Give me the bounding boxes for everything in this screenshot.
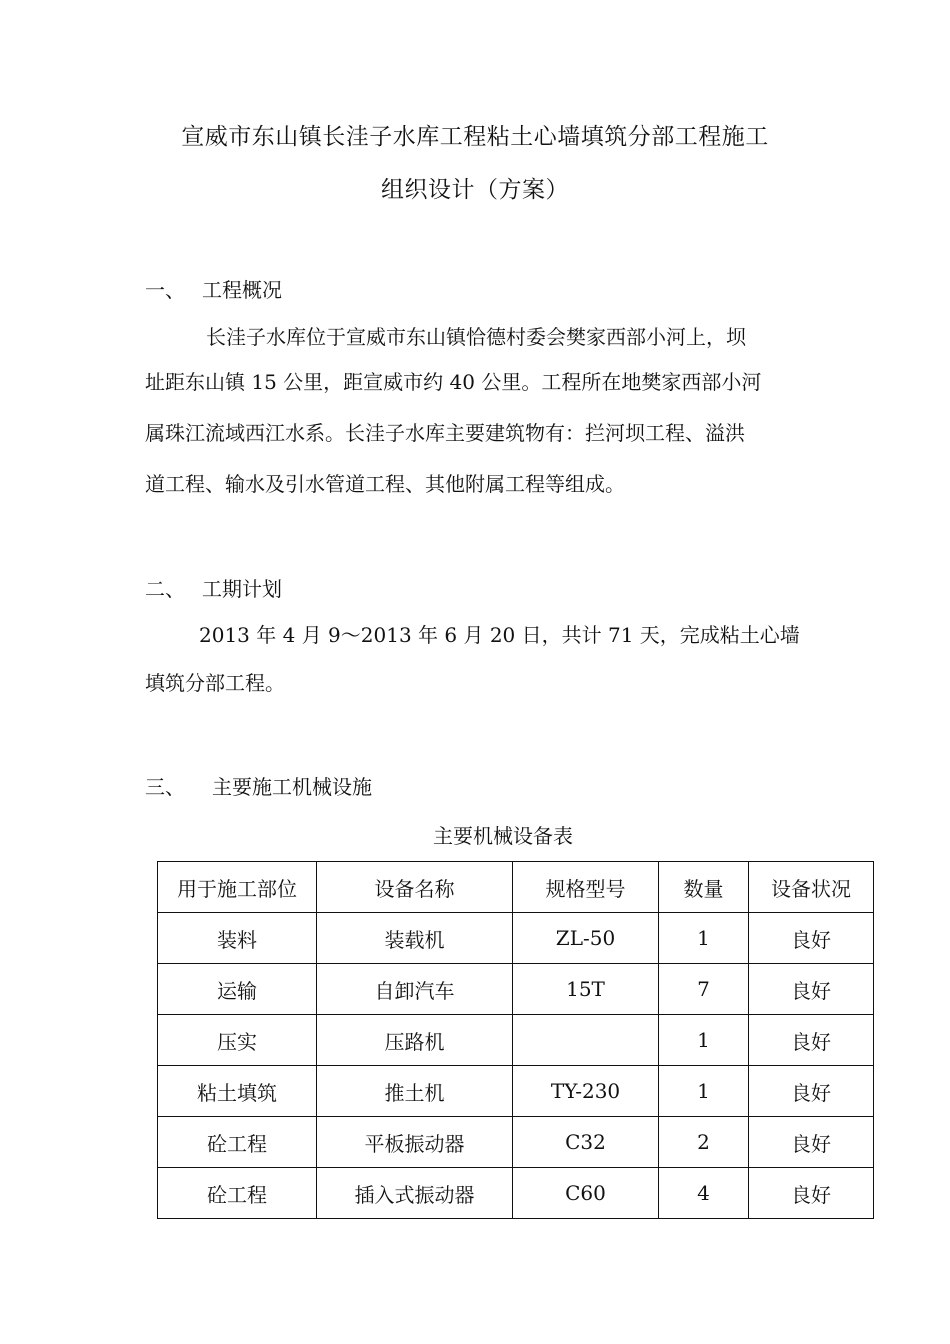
- cell-model: C32: [513, 1117, 659, 1168]
- cell-usage: 砼工程: [158, 1117, 317, 1168]
- cell-usage: 砼工程: [158, 1168, 317, 1219]
- cell-condition: 良好: [749, 913, 874, 964]
- paragraph-line: 属珠江流域西江水系。长洼子水库主要建筑物有：拦河坝工程、溢洪: [145, 421, 745, 445]
- cell-model: ZL-50: [513, 913, 659, 964]
- cell-condition: 良好: [749, 1066, 874, 1117]
- cell-usage: 粘土填筑: [158, 1066, 317, 1117]
- cell-condition: 良好: [749, 964, 874, 1015]
- cell-model: 15T: [513, 964, 659, 1015]
- table-row: [158, 964, 874, 1015]
- paragraph-line: 长洼子水库位于宣威市东山镇恰德村委会樊家西部小河上，坝: [206, 325, 746, 349]
- cell-usage: 运输: [158, 964, 317, 1015]
- document-title-line-2: 组织设计（方案）: [381, 177, 569, 203]
- table-row: [158, 1015, 874, 1066]
- section-title: 工期计划: [202, 577, 282, 601]
- cell-quantity: 2: [659, 1117, 749, 1168]
- cell-model: [513, 1015, 659, 1066]
- cell-quantity: 7: [659, 964, 749, 1015]
- cell-equipment-name: 压路机: [317, 1015, 513, 1066]
- column-header-usage: 用于施工部位: [158, 862, 317, 913]
- table-row: [158, 1066, 874, 1117]
- paragraph-line: 道工程、输水及引水管道工程、其他附属工程等组成。: [145, 472, 625, 496]
- equipment-table: [157, 861, 874, 1219]
- table-header-row: [158, 862, 874, 913]
- cell-quantity: 4: [659, 1168, 749, 1219]
- paragraph-line: 址距东山镇 15 公里，距宣威市约 40 公里。工程所在地樊家西部小河: [145, 370, 762, 394]
- section-number: 二、: [145, 577, 185, 601]
- cell-equipment-name: 推土机: [317, 1066, 513, 1117]
- cell-model: TY-230: [513, 1066, 659, 1117]
- cell-usage: 装料: [158, 913, 317, 964]
- section-number: 三、: [145, 775, 185, 799]
- section-number: 一、: [145, 278, 185, 302]
- cell-condition: 良好: [749, 1015, 874, 1066]
- column-header-model: 规格型号: [513, 862, 659, 913]
- cell-equipment-name: 自卸汽车: [317, 964, 513, 1015]
- paragraph-line: 2013 年 4 月 9～2013 年 6 月 20 日，共计 71 天，完成粘土心墙: [199, 623, 800, 647]
- cell-equipment-name: 平板振动器: [317, 1117, 513, 1168]
- cell-quantity: 1: [659, 1015, 749, 1066]
- table-row: [158, 1117, 874, 1168]
- cell-model: C60: [513, 1168, 659, 1219]
- cell-quantity: 1: [659, 1066, 749, 1117]
- section-title: 主要施工机械设施: [212, 775, 372, 799]
- document-title-line-1: 宣威市东山镇长洼子水库工程粘土心墙填筑分部工程施工: [181, 124, 769, 150]
- cell-condition: 良好: [749, 1117, 874, 1168]
- column-header-quantity: 数量: [659, 862, 749, 913]
- section-title: 工程概况: [202, 278, 282, 302]
- column-header-equipment-name: 设备名称: [317, 862, 513, 913]
- cell-equipment-name: 装载机: [317, 913, 513, 964]
- cell-condition: 良好: [749, 1168, 874, 1219]
- column-header-condition: 设备状况: [749, 862, 874, 913]
- table-row: [158, 913, 874, 964]
- cell-quantity: 1: [659, 913, 749, 964]
- table-caption: 主要机械设备表: [433, 824, 573, 848]
- cell-equipment-name: 插入式振动器: [317, 1168, 513, 1219]
- paragraph-line: 填筑分部工程。: [145, 671, 285, 695]
- cell-usage: 压实: [158, 1015, 317, 1066]
- table-row: [158, 1168, 874, 1219]
